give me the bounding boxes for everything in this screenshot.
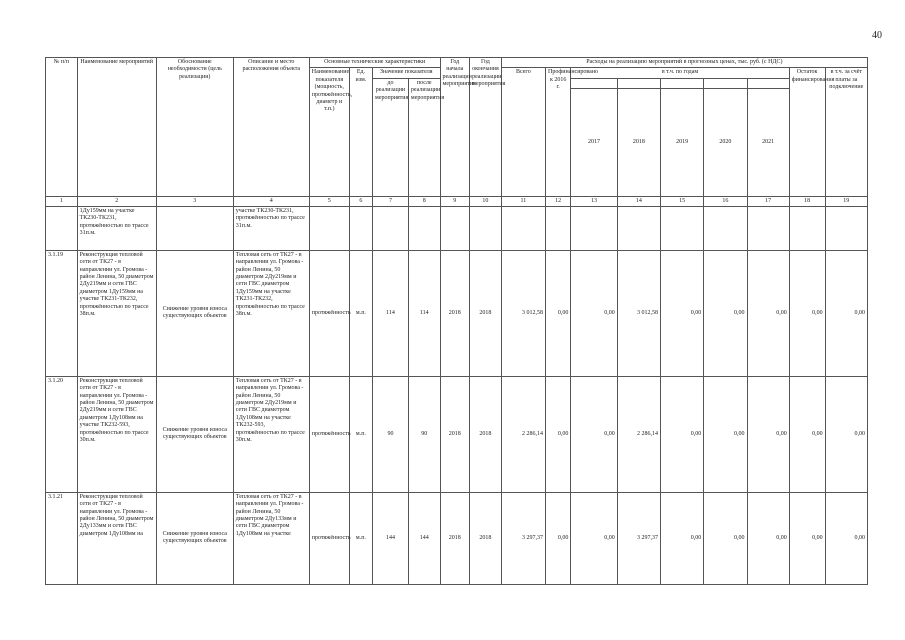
index-cell: 8	[408, 196, 440, 206]
index-cell: 18	[789, 196, 825, 206]
cell-y2019: 0,00	[661, 492, 704, 584]
cell-reason: Снижение уровня износа существующих объектов	[156, 250, 233, 376]
cell-start: 2018	[440, 250, 470, 376]
page-number: 40	[872, 30, 882, 41]
cell-end: 2018	[470, 492, 502, 584]
table-row	[46, 492, 868, 584]
header-tech-group: Основные технические характеристики	[309, 58, 440, 68]
cell-description: участке ТК230-ТК231, протяжённостью по трассе 31п.м.	[233, 206, 309, 250]
header-year-end: Год окончания реализации мероприятия	[470, 58, 502, 197]
cell-after: 90	[408, 376, 440, 492]
cell-financed: 0,00	[546, 492, 571, 584]
cell-name: Реконструкция тепловой сети от ТК27 - в направлении ул. Громова - район Ленина, 50 диаметром 2Ду219мм и сети ГВС диаметром 1Ду159мм на участке ТК231-ТК232, протяжённостью по трассе 38п.м.	[77, 250, 156, 376]
table-header	[46, 58, 868, 197]
cell-before: 114	[373, 250, 409, 376]
cell-start: 2018	[440, 376, 470, 492]
table-row-continuation	[46, 206, 868, 250]
header-tech-unit: Ед. изм.	[349, 68, 372, 196]
cell-description: Тепловая сеть от ТК27 - в направлении ул. Громова - район Ленина, 50 диаметром 2Ду219мм и сети ГВС диаметром 1Ду159мм на участке ТК231-ТК232, протяжённостью по трассе 38п.м.	[233, 250, 309, 376]
cell-after: 144	[408, 492, 440, 584]
cell-empty	[617, 206, 660, 250]
cell-num: 3.1.19	[46, 250, 78, 376]
index-cell: 7	[373, 196, 409, 206]
cell-fee: 0,00	[825, 492, 867, 584]
header-financed: Профинансировано к 2016 г.	[546, 68, 571, 196]
cell-y2018: 2 286,14	[617, 376, 660, 492]
cell-reason	[156, 206, 233, 250]
cell-name: Реконструкция тепловой сети от ТК27 - в направлении ул. Громова - район Ленина, 50 диаметром 2Ду133мм и сети ГВС диаметром 1Ду108мм на	[77, 492, 156, 584]
cell-reason: Снижение уровня износа существующих объектов	[156, 376, 233, 492]
header-year-2018	[617, 78, 660, 88]
header-year-2020	[704, 78, 747, 88]
cell-start: 2018	[440, 492, 470, 584]
index-cell: 1	[46, 196, 78, 206]
cell-y2021: 0,00	[747, 376, 789, 492]
header-year-2019	[661, 78, 704, 88]
index-cell: 14	[617, 196, 660, 206]
cell-y2017: 0,00	[571, 376, 617, 492]
cell-unit: м.п.	[349, 250, 372, 376]
index-cell: 5	[309, 196, 349, 206]
header-y2020: 2020	[704, 88, 747, 196]
cell-total: 3 012,58	[501, 250, 545, 376]
cell-description: Тепловая сеть от ТК27 - в направлении ул. Громова - район Ленина, 50 диаметром 2Ду219мм и сети ГВС диаметром 1Ду108мм на участке ТК232-593, протяжённостью по трассе 30п.м.	[233, 376, 309, 492]
index-cell: 19	[825, 196, 867, 206]
cell-y2017: 0,00	[571, 492, 617, 584]
cell-name: Реконструкция тепловой сети от ТК27 - в направлении ул. Громова - район Ленина, 50 диаметром 2Ду219мм и сети ГВС диаметром 1Ду108мм на участке ТК232-593, протяжённостью по трассе 30п.м.	[77, 376, 156, 492]
cell-empty	[661, 206, 704, 250]
cell-empty	[349, 206, 372, 250]
cell-name: 1Ду159мм на участке ТК230-ТК231, протяжённостью по трассе 31п.м.	[77, 206, 156, 250]
cell-empty	[704, 206, 747, 250]
cell-after: 114	[408, 250, 440, 376]
cell-empty	[789, 206, 825, 250]
cell-y2021: 0,00	[747, 250, 789, 376]
header-description: Описание и место расположения объекта	[233, 58, 309, 197]
cell-end: 2018	[470, 376, 502, 492]
cell-y2021: 0,00	[747, 492, 789, 584]
cell-y2019: 0,00	[661, 376, 704, 492]
cell-empty	[408, 206, 440, 250]
cell-y2018: 3 012,58	[617, 250, 660, 376]
header-y2019: 2019	[661, 88, 704, 196]
cell-y2018: 3 297,37	[617, 492, 660, 584]
cell-total: 3 297,37	[501, 492, 545, 584]
index-cell: 16	[704, 196, 747, 206]
cell-empty	[571, 206, 617, 250]
header-reason: Обоснование необходимости (цель реализации)	[156, 58, 233, 197]
header-year-2021	[747, 78, 789, 88]
header-total: Всего	[501, 68, 545, 196]
index-cell: 2	[77, 196, 156, 206]
cell-financed: 0,00	[546, 376, 571, 492]
cell-y2020: 0,00	[704, 492, 747, 584]
header-tech-before: до реализации мероприятия	[373, 78, 409, 196]
cell-before: 90	[373, 376, 409, 492]
index-row	[46, 196, 868, 206]
header-num: № п/п	[46, 58, 78, 197]
cell-reason: Снижение уровня износа существующих объектов	[156, 492, 233, 584]
index-cell: 3	[156, 196, 233, 206]
index-cell: 6	[349, 196, 372, 206]
cell-y2019: 0,00	[661, 250, 704, 376]
header-y2017: 2017	[571, 88, 617, 196]
cell-y2020: 0,00	[704, 376, 747, 492]
cell-empty	[501, 206, 545, 250]
header-year-2017	[571, 78, 617, 88]
measures-table	[45, 57, 868, 585]
index-cell: 15	[661, 196, 704, 206]
header-y2021: 2021	[747, 88, 789, 196]
cell-financed: 0,00	[546, 250, 571, 376]
cell-indicator: протяжённость	[309, 492, 349, 584]
cell-unit: м.п.	[349, 492, 372, 584]
cell-before: 144	[373, 492, 409, 584]
cell-empty	[546, 206, 571, 250]
cell-total: 2 286,14	[501, 376, 545, 492]
cell-indicator: протяжённость	[309, 250, 349, 376]
header-incl-fee: в т.ч. за счёт платы за подключение	[825, 68, 867, 196]
cell-empty	[440, 206, 470, 250]
header-tech-after: после реализации мероприятия	[408, 78, 440, 196]
index-cell: 17	[747, 196, 789, 206]
header-year-start: Год начала реализации мероприятия	[440, 58, 470, 197]
cell-y2017: 0,00	[571, 250, 617, 376]
cell-fee: 0,00	[825, 250, 867, 376]
header-tech-name: Наименование показателя (мощность, протяжённость, диаметр и т.п.)	[309, 68, 349, 196]
table-row	[46, 250, 868, 376]
table-row	[46, 376, 868, 492]
cell-empty	[373, 206, 409, 250]
cell-end: 2018	[470, 250, 502, 376]
index-cell: 12	[546, 196, 571, 206]
cell-num	[46, 206, 78, 250]
header-remaining: Остаток финансирования	[789, 68, 825, 196]
header-costs-group: Расходы на реализацию мероприятий в прогнозных ценах, тыс. руб. (с НДС)	[501, 58, 867, 68]
cell-unit: м.п.	[349, 376, 372, 492]
cell-empty	[825, 206, 867, 250]
index-cell: 13	[571, 196, 617, 206]
cell-num: 3.1.20	[46, 376, 78, 492]
cell-remaining: 0,00	[789, 492, 825, 584]
cell-empty	[470, 206, 502, 250]
cell-y2020: 0,00	[704, 250, 747, 376]
cell-remaining: 0,00	[789, 250, 825, 376]
cell-num: 3.1.21	[46, 492, 78, 584]
header-by-years: в т.ч. по годам	[571, 68, 789, 78]
index-cell: 9	[440, 196, 470, 206]
cell-remaining: 0,00	[789, 376, 825, 492]
index-cell: 11	[501, 196, 545, 206]
cell-description: Тепловая сеть от ТК27 - в направлении ул. Громова - район Ленина, 50 диаметром 2Ду133мм и сети ГВС диаметром 1Ду108мм на участке	[233, 492, 309, 584]
cell-empty	[309, 206, 349, 250]
cell-indicator: протяжённость	[309, 376, 349, 492]
cell-fee: 0,00	[825, 376, 867, 492]
header-y2018: 2018	[617, 88, 660, 196]
header-name: Наименование мероприятий	[77, 58, 156, 197]
cell-empty	[747, 206, 789, 250]
header-tech-values: Значение показателя	[373, 68, 441, 78]
index-cell: 10	[470, 196, 502, 206]
index-cell: 4	[233, 196, 309, 206]
